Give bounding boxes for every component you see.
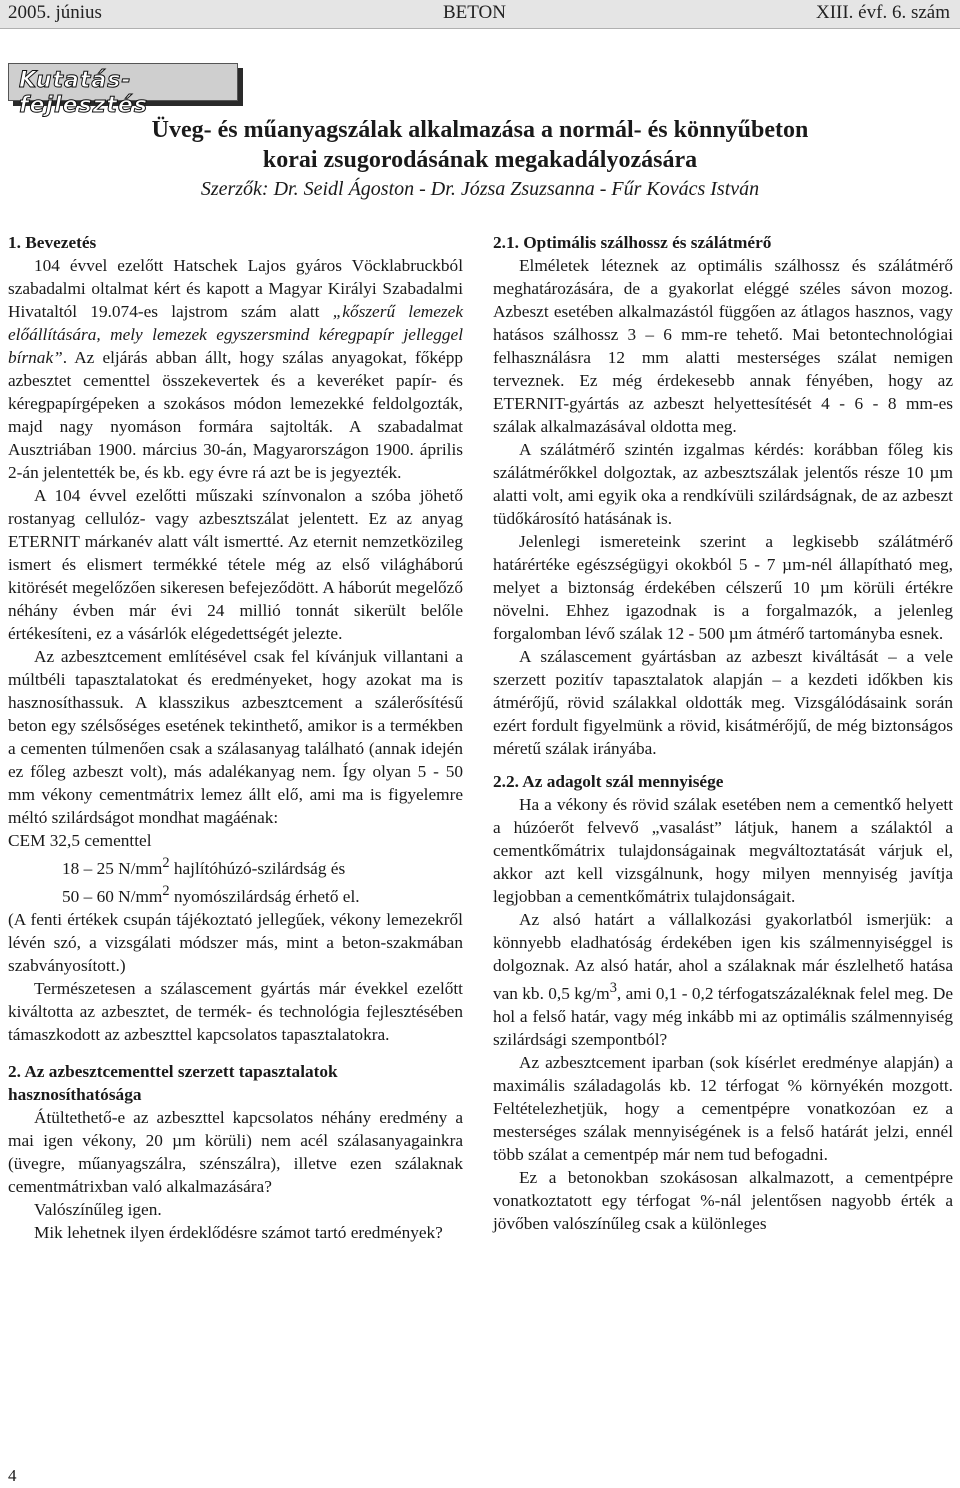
paragraph: Mik lehetnek ilyen érdeklődésre számot tartó eredmények? xyxy=(34,1222,443,1242)
paragraph: Jelenlegi ismereteink szerint a legkisebb szálátmérő határértéke egészségügyi okokból 5 - 7 µm-nél állapítható meg, melyet a biztonság érdekében célszerű 10 µm körüli értékre növelni. Ehhez igazodnak is a forgalmazók, a jelenleg forgalomban lévő szálak 12 - 500 µm átmérő tartományba esnek. xyxy=(493,532,953,643)
section-heading-2-2: 2.2. Az adagolt szál mennyisége xyxy=(493,772,724,791)
paragraph: Ha a vékony és rövid szálak esetében nem a cementkő helyett a húzóerőt felvevő „vasalást” látjuk, hanem a szálaktól a cementkőmátrix tulajdonságainak megváltoztatását várjuk el, akkor azt kell vizsgálnunk, hogy milyen mennyiség javítja legjobban a cementkőmátrix tulajdonságait. xyxy=(493,795,953,906)
page-number: 4 xyxy=(8,1466,17,1485)
paragraph: A 104 évvel ezelőtti műszaki színvonalon a szóba jöhető rostanyag cellulóz- vagy azbesztszálat jelentett. Ez az anyag ETERNIT márkanév alatt vált ismertté. Az eternit nemzetközileg ismert és elismert termékké tétele még az első világháború kitörését megelőzően sikeresen befejeződött. A háborút megelőző néhány évben már évi 24 millió tonnát sikerült belőle értékesíteni, ez a vásárlók elégedettségét jelezte. xyxy=(8,486,463,643)
paragraph: A szálascement gyártásban az azbeszt kiváltását – a vele szerzett pozitív tapasztalatok alapján – a kezdeti időkben kis átmérőjű, rövid szálakkal oldották meg. Vizsgálódásaink során ezért fordult figyelmünk a rövid, kisátmérőjű, de még biztonságos méretű szálak irányába. xyxy=(493,647,953,758)
paragraph: Valószínűleg igen. xyxy=(34,1199,162,1219)
cement-type: CEM 32,5 cementtel xyxy=(8,831,152,850)
header-journal: BETON xyxy=(443,2,506,23)
section-tag-label: Kutatás-fejlesztés xyxy=(19,68,148,118)
paragraph: Az azbesztcement iparban (sok kísérlet eredménye alapján) a maximális száladagolás kb. 12 térfogat % környékén mozgott. Feltételezhetjük, hogy a cementpépre vonatkozóan ez a mesterséges szálak mennyiségének is a felső határát jelzi, ennél több szálat a cementpép már nem tud befogadni. xyxy=(493,1052,953,1164)
section-heading-1: 1. Bevezetés xyxy=(8,233,97,252)
header-date: 2005. június xyxy=(8,2,102,23)
article-title-line1: Üveg- és műanyagszálak alkalmazása a normál- és könnyűbeton xyxy=(151,117,809,143)
paragraph: Elméletek léteznek az optimális szálhossz és szálátmérő meghatározására, de a gyakorlat eléggé széles sávon mozog. Azbeszt esetében alkalmazástól függően az átlagos hasznos, vagy hatásos szálhossz 3 – 6 mm-re tehető. Mai betontechnológiai felhasználásra 12 mm alatti mesterséges szálat nemigen terveznek. Ez még érdekesebb annak fényében, hogy az ETERNIT-gyártás az azbeszt helyettesítését 4 - 6 - 8 mm-es szálak alkalmazásával oldotta meg. xyxy=(493,256,953,436)
left-column xyxy=(8,231,463,1244)
paragraph: Ez a betonokban szokásosan alkalmazott, a cementpépre vonatkoztatott egy térfogat %-nál jelentősen nagyobb érték a jövőben valószínűleg csak a különleges xyxy=(493,1167,953,1233)
strength-value-2: 50 – 60 $N/mm^2$ nyomószilárdság érhető el. xyxy=(62,882,360,906)
header-issue: XIII. évf. 6. szám xyxy=(815,2,950,23)
paragraph: Az alsó határt a vállalkozási gyakorlatból ismerjük: a könnyebb eladhatóság érdekében igen kis szálmennyiséggel is dolgoznak. Az alsó határ, ahol a szálaknak már észlelhető hatása van kb. 0,5 $kg/m^3$, ami 0,1 - 0,2 térfogatszázaléknak felel meg. De hol a felső határ, vagy még inkább mi az optimális szálmennyiség szilárdsági szempontból? xyxy=(493,910,953,1049)
paragraph: 104 évvel ezelőtt Hatschek Lajos gyáros Vöcklabruckból szabadalmi oltalmat kért és kapott a Magyar Királyi Szabadalmi Hivataltól 19.074-es lajstrom szám alatt „kőszerű lemezek előállítására, mely lemezek egyszersmind kéregpapír jelleggel bírnak”. Az eljárás abban állt, hogy szálas anyagokat, főképp azbesztet cementtel összekevertek és a keveréket papír- és kéregpapírgépeken a szokásos módon lemezekké feldolgozták, majd nagy nyomáson formára sajtolták. A szabadalmat Ausztriában 1900. március 30-án, Magyarországon 1900. április 2-án jelentették be, és kb. egy évre rá azt be is jegyezték. xyxy=(8,256,463,482)
paragraph: (A fenti értékek csupán tájékoztató jellegűek, vékony lemezekről lévén szó, a vizsgálati módszer más, mint a beton-szakmában szabványosított.) xyxy=(8,909,463,975)
paragraph: A szálátmérő szintén izgalmas kérdés: korábban főleg kis szálátmérőkkel dolgoztak, az azbesztszálak jelentős része 10 µm alatti volt, ami egyik oka a rendkívüli szilárdságnak, de az azbeszt tüdőkárosító hatásának is. xyxy=(493,440,953,528)
article-authors: Szerzők: Dr. Seidl Ágoston - Dr. Józsa Zsuzsanna - Fűr Kovács István xyxy=(200,178,760,200)
section-heading-2: 2. Az azbesztcementtel szerzett tapasztalatok hasznosíthatósága xyxy=(8,1061,338,1104)
patent-quote: „kőszerű lemezek előállítására, mely lemezek egyszersmind kéregpapír jelleggel bírnak” xyxy=(8,302,463,367)
strength-value-1: 18 – 25 $N/mm^2$ hajlítóhúzó-szilárdság és xyxy=(62,855,346,878)
right-column xyxy=(493,231,953,1235)
paragraph: Átültethető-e az azbeszttel kapcsolatos néhány eredmény a mai igen vékony, 20 µm körüli) nem acél szálasanyagainkra (üvegre, műanyagszálra, szénszálra), illetve ezen szálaknak cementmátrixban való alkalmazására? xyxy=(8,1107,463,1196)
article-title-line2: korai zsugorodásának megakadályozására xyxy=(262,147,698,173)
section-tag xyxy=(8,63,238,118)
section-heading-2-1: 2.1. Optimális szálhossz és szálátmérő xyxy=(493,233,772,252)
paragraph: Az azbesztcement említésével csak fel kívánjuk villantani a múltbéli tapasztalatokat és eredményeket, hogy azokat ma is hasznosíthassuk. A klasszikus azbesztcement a szálerősítésű beton egy szélsőséges esetének tekinthető, amikor is a termékben a cementen túlmenően csak a szálasanyag található (annak idején ez főleg azbeszt volt), más adalékanyag nem. Így olyan 5 - 50 mm vékony cementmátrix lemez állt elő, ami ma is figyelemre méltó szilárdságot mondhat magáénak: xyxy=(8,647,463,827)
running-header xyxy=(0,0,960,29)
paragraph: Természetesen a szálascement gyártás már évekkel ezelőtt kiváltotta az azbesztet, de termék- és technológia fejlesztésében támaszkodott az azbeszttel kapcsolatos tapasztalatokra. xyxy=(8,978,463,1044)
